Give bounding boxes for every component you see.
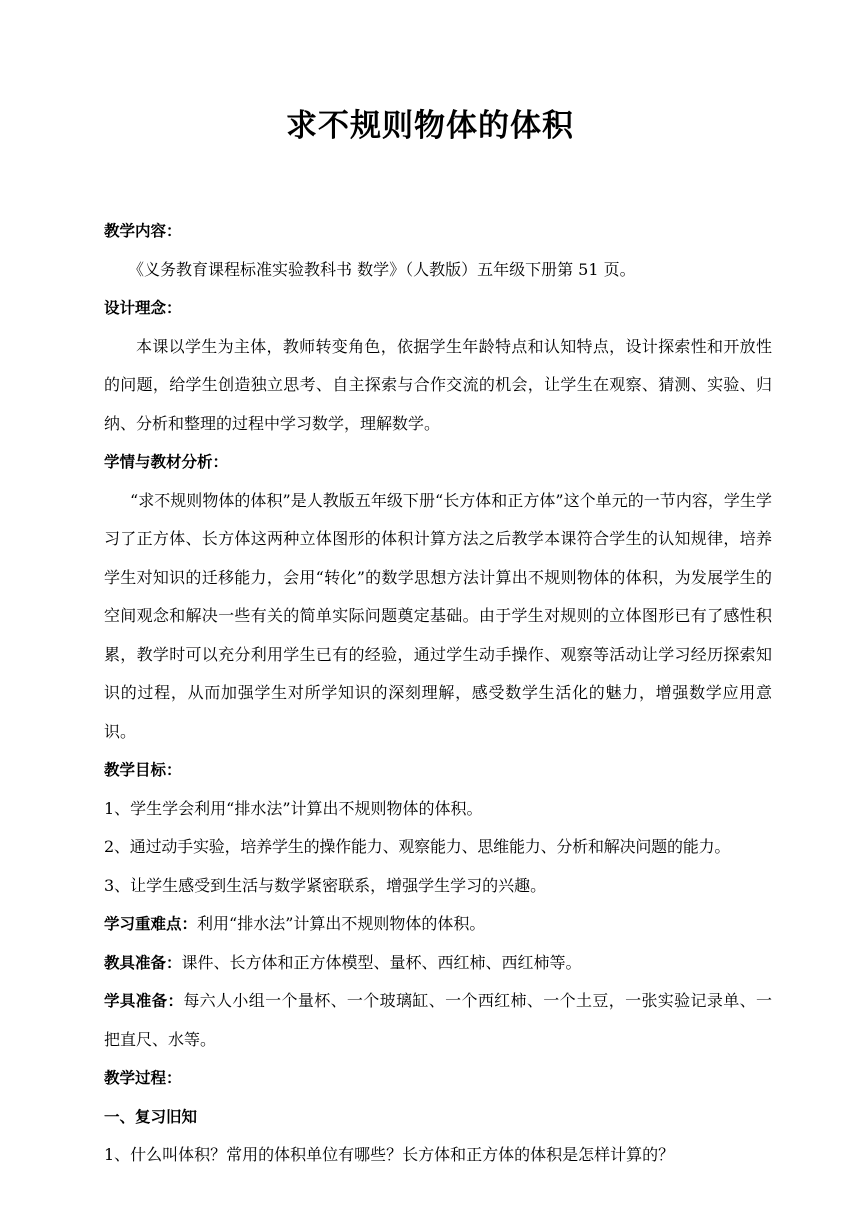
goal-item: 1、学生学会利用“排水法”计算出不规则物体的体积。 <box>104 798 483 818</box>
process-heading: 教学过程： <box>104 1069 182 1087</box>
teacher-tools-line <box>104 944 772 983</box>
goal-item: 2、通过动手实验，培养学生的操作能力、观察能力、思维能力、分析和解决问题的能力。 <box>104 837 731 856</box>
content-heading: 教学内容： <box>104 222 182 240</box>
student-tools-label: 学具准备： <box>104 992 184 1010</box>
teacher-tools-text: 课件、长方体和正方体模型、量杯、西红柿、西红柿等。 <box>181 952 582 972</box>
student-tools-text: 每六人小组一个量杯、一个玻璃缸、一个西红柿、一个土豆，一张实验记录单、一把直尺、水等。 <box>104 991 772 1049</box>
design-text: 本课以学生为主体，教师转变角色，依据学生年龄特点和认知特点，设计探索性和开放性的问题，给学生创造独立思考、自主探索与合作交流的机会，让学生在观察、猜测、实验、归纳、分析和整理的过程中学习数学，理解数学。 <box>104 336 772 433</box>
goals-heading: 教学目标： <box>104 761 182 779</box>
key-points-label: 学习重难点： <box>104 915 198 933</box>
content-text: 《义务教育课程标准实验教科书 数学》（人教版）五年级下册第 51 页。 <box>128 259 636 279</box>
document-body <box>104 212 772 1175</box>
analysis-heading: 学情与教材分析： <box>104 453 229 471</box>
design-heading: 设计理念： <box>104 299 182 317</box>
document-title: 求不规则物体的体积 <box>286 108 574 144</box>
student-tools-line <box>104 982 772 1059</box>
goal-item: 3、让学生感受到生活与数学紧密联系，增强学生学习的兴趣。 <box>104 875 547 895</box>
analysis-text: “求不规则物体的体积”是人教版五年级下册“长方体和正方体”这个单元的一节内容，学生学习了正方体、长方体这两种立体图形的体积计算方法之后教学本课符合学生的认知规律，培养学生对知识的迁移能力，会用“转化”的数学思想方法计算出不规则物体的体积，为发展学生的空间观念和解决一些有关的简单实际问题奠定基础。由于学生对规则的立体图形已有了感性积累，教学时可以充分利用学生已有的经验，通过学生动手操作、观察等活动让学习经历探索知识的过程，从而加强学生对所学知识的深刻理解，感受数学生活化的魅力，增强数学应用意识。 <box>104 490 772 741</box>
key-points-line <box>104 905 772 944</box>
teacher-tools-label: 教具准备： <box>104 953 182 972</box>
review-question: 1、什么叫体积？常用的体积单位有哪些？长方体和正方体的体积是怎样计算的？ <box>104 1145 675 1164</box>
key-points-text: 利用“排水法”计算出不规则物体的体积。 <box>197 914 486 933</box>
review-heading: 一、复习旧知 <box>104 1107 198 1126</box>
